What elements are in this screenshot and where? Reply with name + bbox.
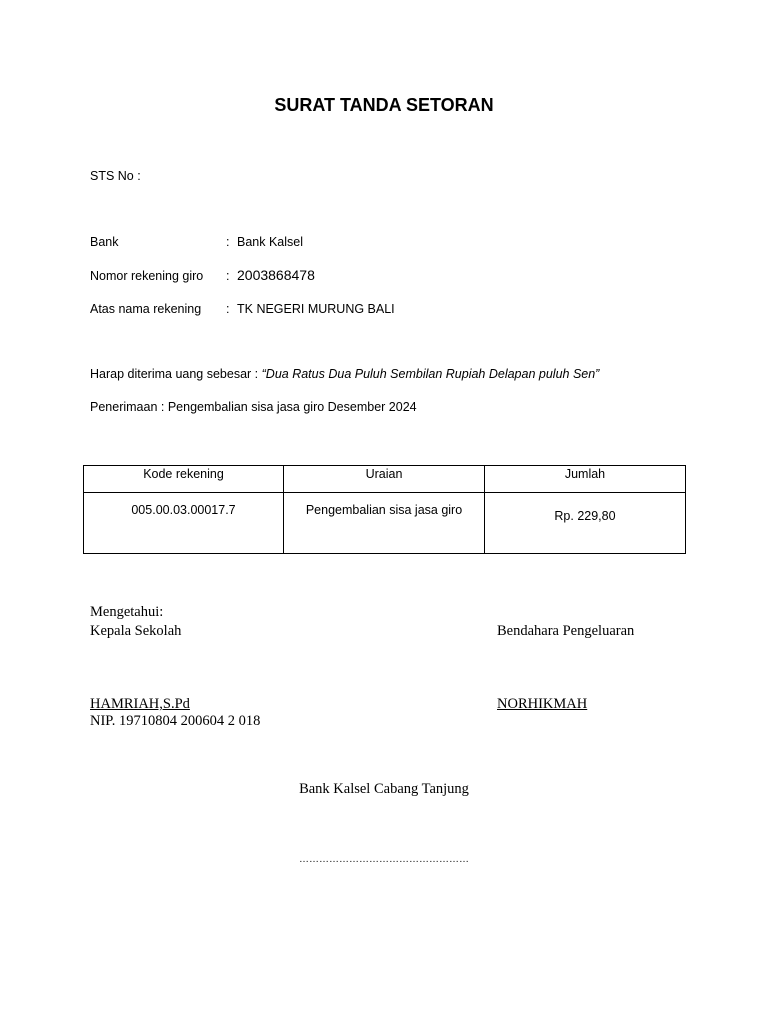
- cell-amount: Rp. 229,80: [485, 493, 686, 554]
- treasurer-name: NORHIKMAH: [497, 696, 588, 712]
- account-number-label: Nomor rekening giro: [90, 269, 204, 283]
- bank-separator: :: [226, 235, 230, 249]
- account-number-value: 2003868478: [237, 267, 315, 283]
- table-row: [84, 493, 686, 554]
- acknowledged-label: Mengetahui:: [90, 604, 164, 620]
- account-table: [83, 465, 686, 554]
- treasurer-role: Bendahara Pengeluaran: [497, 623, 635, 639]
- header-account-code: Kode rekening: [84, 466, 284, 493]
- account-name-separator: :: [226, 302, 230, 316]
- receipt-label: Penerimaan: [90, 400, 158, 414]
- principal-role: Kepala Sekolah: [90, 623, 182, 639]
- amount-words-line: [90, 367, 599, 381]
- principal-name: HAMRIAH,S.Pd: [90, 696, 190, 712]
- principal-nip: NIP. 19710804 200604 2 018: [90, 713, 261, 729]
- account-number-separator: :: [226, 269, 230, 283]
- receipt-value: : Pengembalian sisa jasa giro Desember 2024: [160, 400, 417, 414]
- amount-words-value: “Dua Ratus Dua Puluh Sembilan Rupiah Delapan puluh Sen”: [261, 367, 600, 381]
- cell-description: Pengembalian sisa jasa giro: [284, 493, 485, 554]
- bank-branch: Bank Kalsel Cabang Tanjung: [299, 781, 469, 797]
- signature-line: ……………………………………………: [299, 854, 469, 865]
- bank-label: Bank: [90, 235, 119, 249]
- document-title: SURAT TANDA SETORAN: [274, 95, 494, 115]
- header-amount: Jumlah: [485, 466, 686, 493]
- table-header-row: [84, 466, 686, 493]
- receipt-line: [90, 400, 417, 414]
- header-description: Uraian: [284, 466, 485, 493]
- account-name-label: Atas nama rekening: [90, 302, 202, 316]
- account-name-value: TK NEGERI MURUNG BALI: [237, 302, 395, 316]
- sts-number-label: STS No :: [90, 169, 141, 183]
- amount-words-label: Harap diterima uang sebesar :: [90, 367, 259, 381]
- bank-value: Bank Kalsel: [237, 235, 304, 249]
- cell-account-code: 005.00.03.00017.7: [84, 493, 284, 554]
